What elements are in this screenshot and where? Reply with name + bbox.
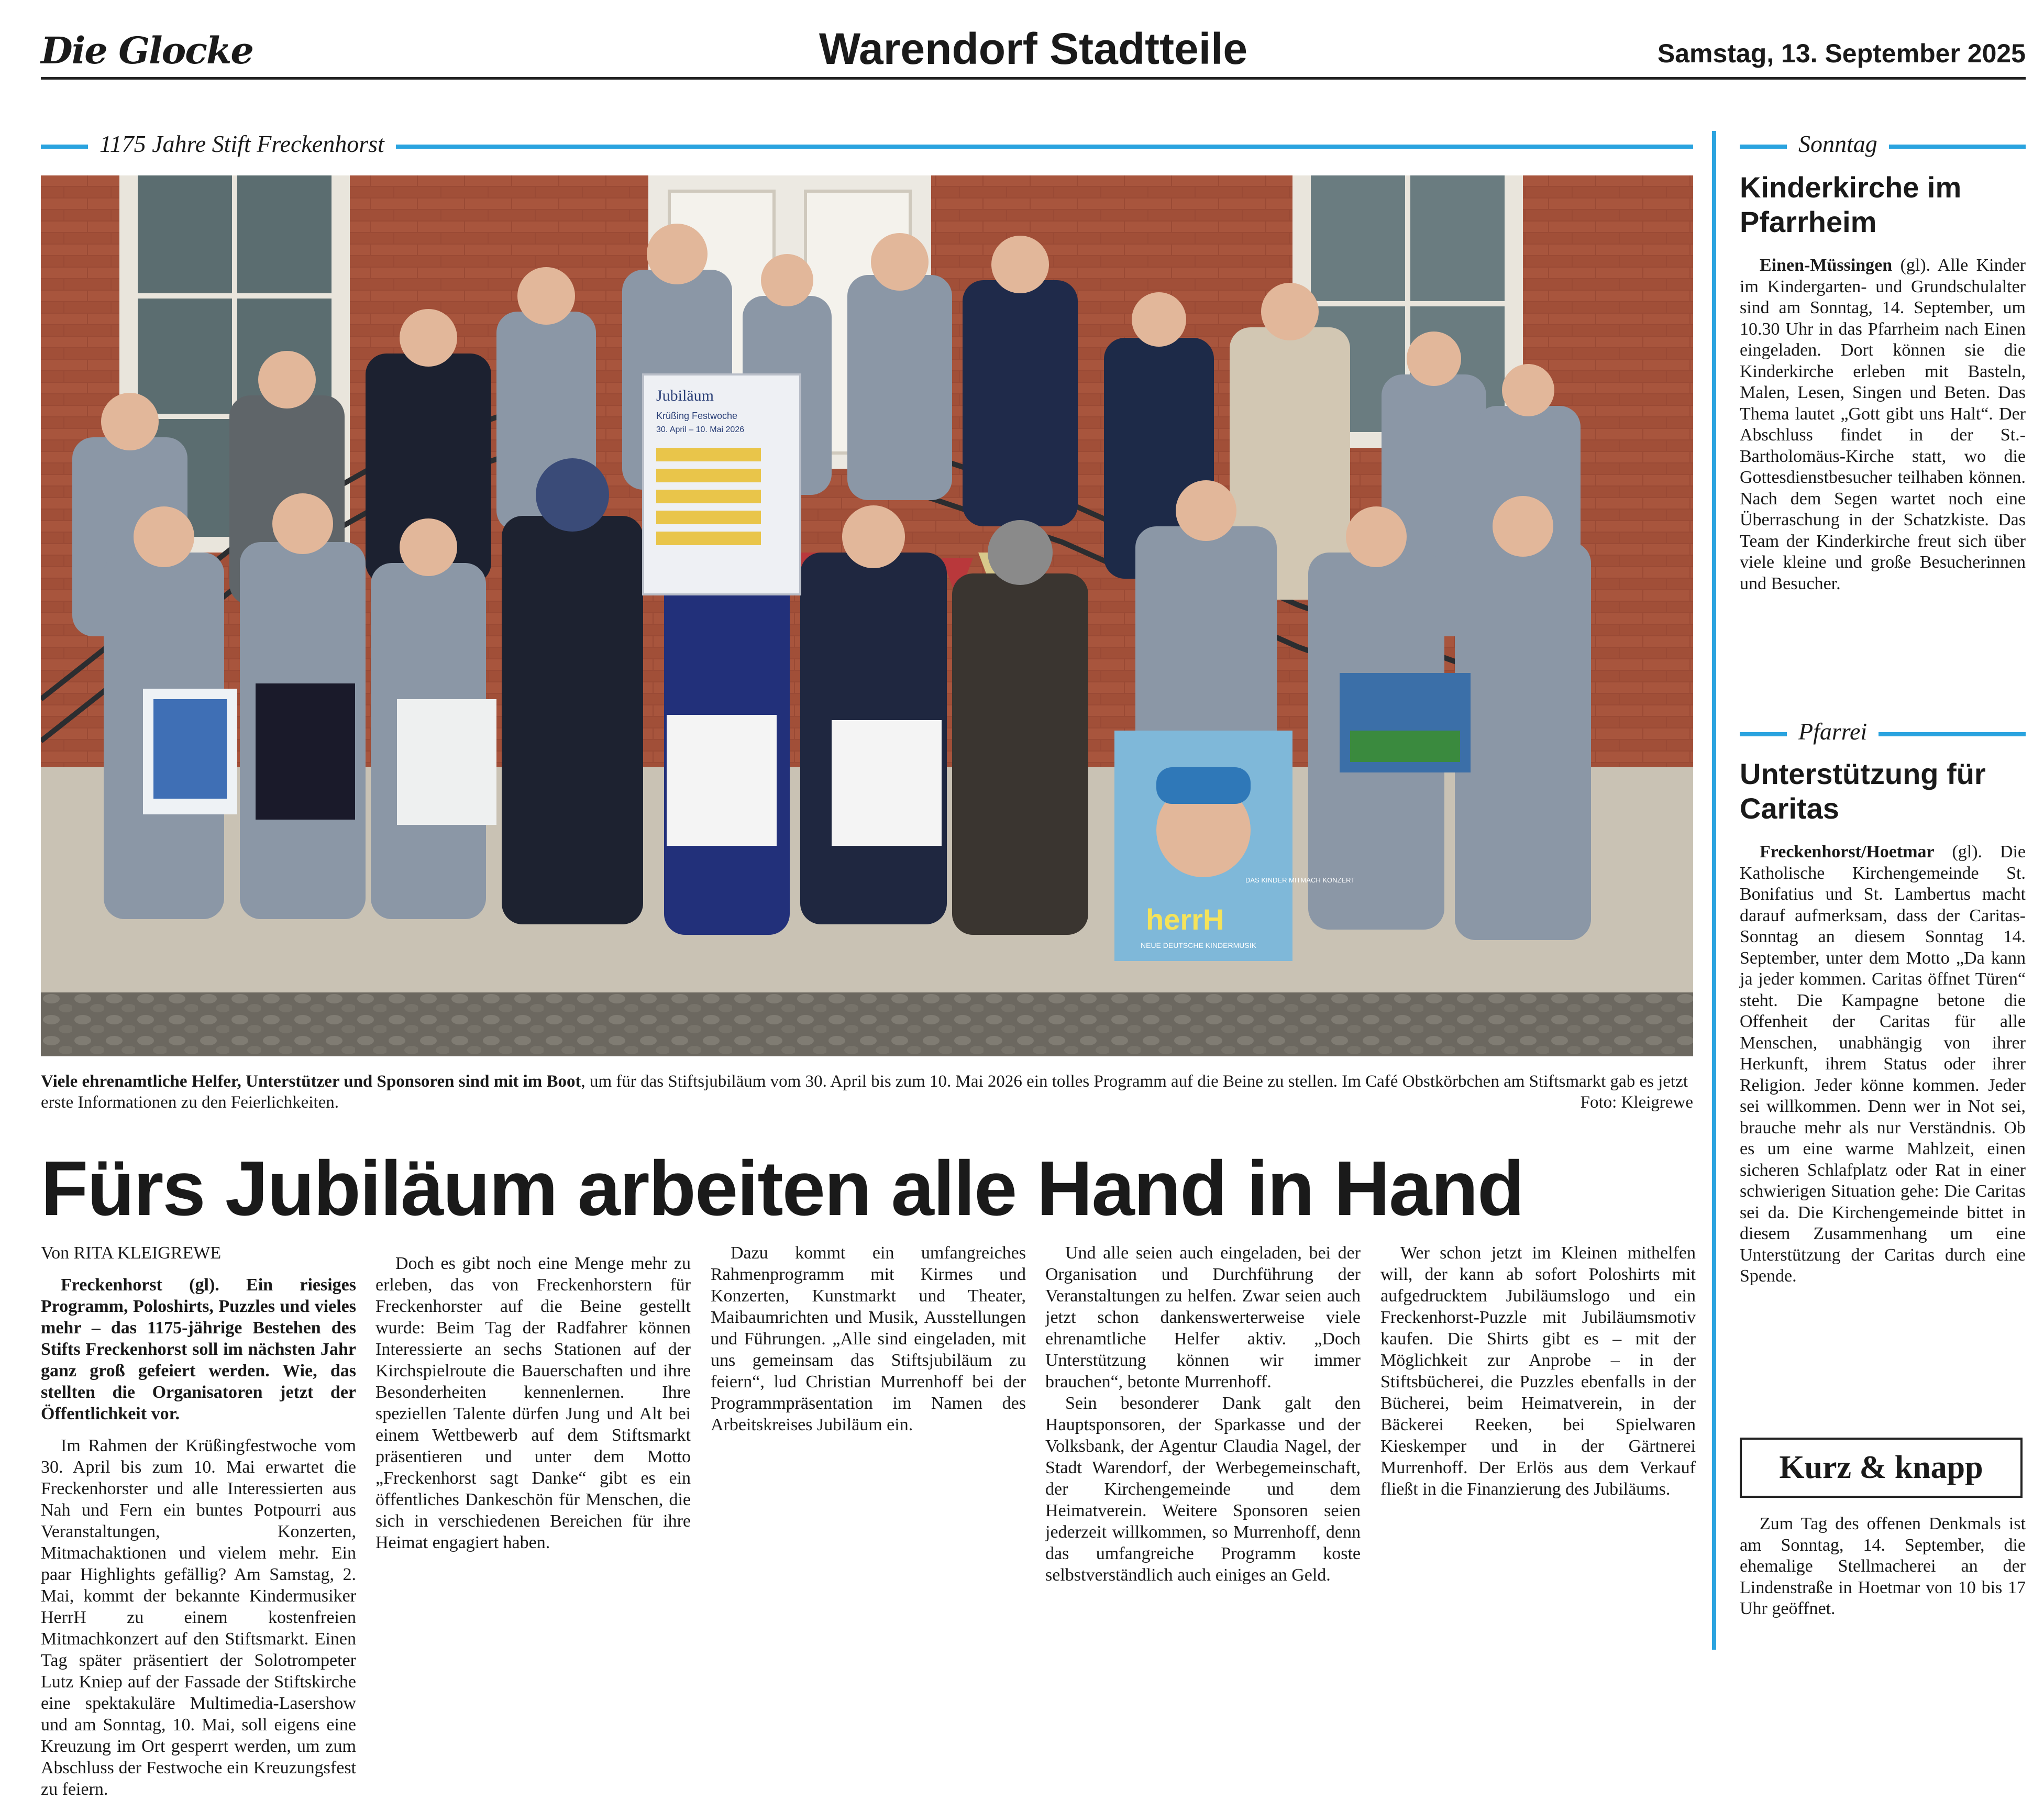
kurz-knapp-text: Zum Tag des offenen Denkmals ist am Sonntag, 14. September, die ehemalige Stellmacherei an der Lindenstraße in Hoetmar von 10 bis 17 Uhr geöffnet. bbox=[1740, 1514, 2026, 1618]
article-paragraph: Doch es gibt noch eine Menge mehr zu erleben, das von Freckenhorstern für Freckenhorster auf die Beine gestellt wurde: Beim Tag der Radfahrer können Interessierte an sechs Stationen auf der Kirchspielroute die Bauerschaften und ihre Besonderheiten kennenlernen. Ihre speziellen Talente dürfen Jung und Alt bei einem Wettbewerb auf dem Stiftsmarkt präsentieren und unter dem Motto „Freckenhorst sagt Danke“ gibt es ein öffentliches Dankeschön für Menschen, die sich in verschiedenen Bereichen für ihre Heimat engagiert haben. bbox=[375, 1254, 691, 1552]
sidebar-item-kinderkirche bbox=[1740, 170, 2026, 594]
svg-text:Jubiläum: Jubiläum bbox=[656, 387, 714, 404]
kicker-line bbox=[1740, 732, 2026, 736]
photo-caption bbox=[41, 1071, 1693, 1113]
sidebar-headline: Kinderkirche im Pfarrheim bbox=[1740, 171, 1962, 238]
article-paragraph: Sein besonderer Dank galt den Hauptsponsoren, der Sparkasse und der Volksbank, der Agentur Claudia Nagel, der Stadt Warendorf, der Werbegemeinschaft, der Kirchengemeinde und dem Heimatverein. Weitere Sponsoren seien jederzeit willkommen, so Murrenhoff, denn das umfangreiche Programm koste selbstverständlich auch einiges an Geld. bbox=[1045, 1394, 1361, 1585]
sidebar-kicker-text: Sonntag bbox=[1787, 130, 1889, 158]
rail-divider bbox=[1712, 131, 1716, 1650]
sidebar-text: (gl). Die Katholische Kirchengemeinde St. Bonifatius und St. Lambertus macht darauf aufmerksam, dass der Caritas-Sonntag an diesem Sonntag 14. September, unter dem Motto „Da kann ja jeder kommen. Caritas öffnet Türen“ steht. Die Kampagne betone die Offenheit der Caritas für alle Menschen, unabhängig von ihrer Herkunft, ihrem Status oder ihrer Religion. Jeder könne kommen. Jeder sei willkommen. Denn wer in Not sei, brauche mehr als nur Verständnis. Ob es um eine warme Mahlzeit, einen sicheren Schlafplatz oder Rat in einer schwierigen Situation gehe: Die Caritas sei da. Die Kirchengemeinde bittet in diesem Zusammenhang um eine Unterstützung der Caritas durch eine Spende. bbox=[1740, 842, 2026, 1286]
article-lead: Freckenhorst (gl). Ein riesiges Programm, Poloshirts, Puzzles und vieles mehr – das 1175-jährige Bestehen des Stifts Freckenhorst soll im nächsten Jahr ganz groß gefeiert werden. Wie, das stellten die Organisatoren jetzt der Öffentlichkeit vor. bbox=[41, 1275, 356, 1423]
article-kicker-text: 1175 Jahre Stift Freckenhorst bbox=[88, 130, 396, 158]
article-column-5 bbox=[1380, 1242, 1696, 1640]
sidebar-kicker-1 bbox=[1740, 130, 2026, 161]
masthead-rule bbox=[41, 77, 2026, 80]
caption-bold: Viele ehrenamtliche Helfer, Unterstützer und Sponsoren sind mit im Boot bbox=[41, 1072, 581, 1091]
svg-text:DAS KINDER MITMACH KONZERT: DAS KINDER MITMACH KONZERT bbox=[1245, 876, 1355, 884]
sidebar-headline: Unterstützung für Caritas bbox=[1740, 757, 1986, 825]
article-column-4 bbox=[1045, 1242, 1361, 1640]
sidebar-dateline: Einen-Müssingen bbox=[1760, 256, 1893, 275]
article-column-3 bbox=[711, 1242, 1026, 1640]
photo-credit: Foto: Kleigrewe bbox=[1580, 1093, 1693, 1112]
article-paragraph: Im Rahmen der Krüßingfestwoche vom 30. April bis zum 10. Mai erwartet die Freckenhorster und alle Interessierten aus Nah und Fern ein buntes Potpourri aus Veranstaltungen, Konzerten, Mitmachaktionen und vielem mehr. Ein paar Highlights gefällig? Am Samstag, 2. Mai, kommt der bekannte Kindermusiker HerrH zu einem kostenfreien Mitmachkonzert auf den Stiftsmarkt. Einen Tag später präsentiert der Solotrompeter Lutz Kniep auf der Fassade der Stiftskirche eine spektakuläre Multimedia-Lasershow und am Sonntag, 10. Mai, soll eigens eine Kreuzung im Ort gesperrt werden, um zum Abschluss der Festwoche ein Kreuzungsfest zu feiern. bbox=[41, 1436, 356, 1799]
sidebar-item-caritas bbox=[1740, 757, 2026, 1287]
caption-text: , um für das Stiftsjubiläum vom 30. April bis zum 10. Mai 2026 ein tolles Programm auf die Beine zu stellen. Im Café Obstkörbchen am Stiftsmarkt gab es jetzt erste Informationen zu den Feierlichkeiten. bbox=[41, 1072, 1688, 1112]
masthead bbox=[41, 24, 2026, 81]
group-photo-illustration bbox=[41, 175, 1693, 1056]
sidebar-kicker-2 bbox=[1740, 717, 2026, 749]
article-column-1 bbox=[41, 1242, 356, 1800]
svg-text:30. April – 10. Mai 2026: 30. April – 10. Mai 2026 bbox=[656, 425, 745, 434]
svg-text:Krüßing Festwoche: Krüßing Festwoche bbox=[656, 411, 738, 421]
sidebar-kicker-text: Pfarrei bbox=[1787, 717, 1879, 745]
kurz-knapp-box: Kurz & knapp bbox=[1740, 1438, 2023, 1498]
svg-text:NEUE DEUTSCHE KINDERMUSIK: NEUE DEUTSCHE KINDERMUSIK bbox=[1141, 941, 1256, 949]
article-headline: Fürs Jubiläum arbeiten alle Hand in Hand bbox=[41, 1145, 1524, 1232]
sidebar-dateline: Freckenhorst/Hoetmar bbox=[1760, 842, 1935, 862]
article-paragraph: Dazu kommt ein umfangreiches Rahmenprogramm mit Kirmes und Konzerten, Kunstmarkt und Theater, Maibaumrichten und Musik, Ausstellungen und Führungen. „Alle sind eingeladen, mit uns gemeinsam das Stiftsjubiläum zu feiern“, lud Christian Murrenhoff bei der Programmpräsentation im Namen des Arbeitskreises Jubiläum ein. bbox=[711, 1243, 1026, 1434]
sidebar-text: (gl). Alle Kinder im Kindergarten- und Grundschulalter sind am Sonntag, 14. September, um 10.30 Uhr in das Pfarrheim nach Einen eingeladen. Dort können sie die Kinderkirche erleben mit Basteln, Malen, Lesen, Singen und Beten. Das Thema lautet „Gott gibt uns Halt“. Der Abschluss findet in der St.-Bartholomäus-Kirche statt, wo die Gottesdienstbesucher teilhaben können. Nach dem Segen wartet noch eine Überraschung in der Schatzkiste. Das Team der Kinderkirche freut sich über viele kleine und große Besucherinnen und Besucher. bbox=[1740, 256, 2026, 593]
svg-text:herrH: herrH bbox=[1146, 903, 1224, 936]
section-title: Warendorf Stadtteile bbox=[819, 24, 1248, 73]
article-paragraph: Und alle seien auch eingeladen, bei der Organisation und Durchführung der Veranstaltungen zu helfen. Zwar seien auch jetzt schon dankenswerterweise viele ehrenamtliche Helfer aktiv. „Doch Unterstützung können wir immer brauchen“, betonte Murrenhoff. bbox=[1045, 1243, 1361, 1392]
article-paragraph: Wer schon jetzt im Kleinen mithelfen will, der kann ab sofort Poloshirts mit aufgedrucktem Jubiläumslogo und ein Freckenhorst-Puzzle mit Jubiläumsmotiv kaufen. Die Shirts gibt es – mit der Möglichkeit zur Anprobe – in der Stiftsbücherei, die Puzzles ebenfalls in der Bücherei, beim Heimatverein, in der Bäckerei Reeken, bei Spielwaren Kieskemper und in der Gärtnerei Murrenhoff. Der Erlös aus dem Verkauf fließt in die Finanzierung des Jubiläums. bbox=[1380, 1243, 1696, 1499]
byline: Von RITA KLEIGREWE bbox=[41, 1243, 222, 1263]
kurz-knapp-item bbox=[1740, 1514, 2026, 1620]
issue-date: Samstag, 13. September 2025 bbox=[1657, 39, 2026, 68]
article-kicker bbox=[41, 130, 1693, 161]
article-photo bbox=[41, 175, 1693, 1056]
article-column-2 bbox=[375, 1242, 691, 1640]
newspaper-logo: Die Glocke bbox=[41, 29, 253, 72]
